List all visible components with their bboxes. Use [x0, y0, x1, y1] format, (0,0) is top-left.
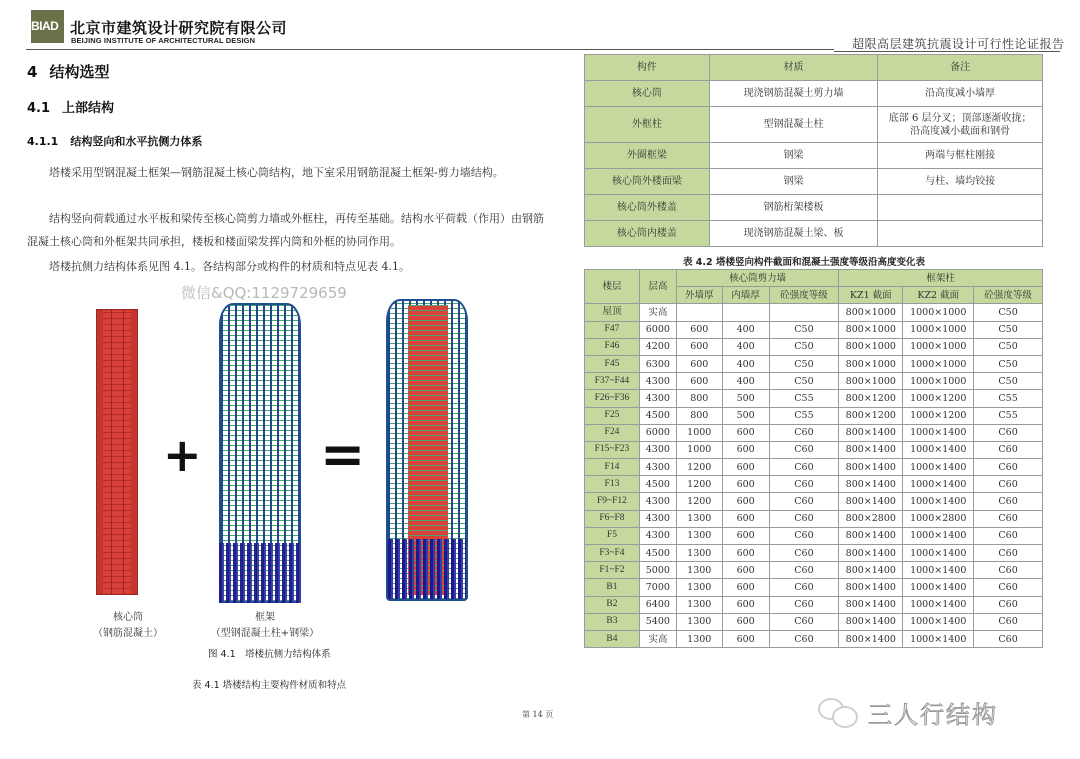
table-cell: 实高	[639, 630, 676, 647]
table-cell: 800×1400	[839, 630, 903, 647]
floor-cell: F45	[585, 355, 640, 372]
table-row	[585, 562, 1043, 579]
table-cell: C50	[769, 373, 839, 390]
table-cell: 1300	[676, 562, 722, 579]
table-cell: 800×1000	[839, 355, 903, 372]
table-cell: 6000	[639, 424, 676, 441]
table-cell: C60	[974, 562, 1043, 579]
table-cell: 600	[722, 441, 769, 458]
body-paragraph: 结构竖向荷载通过水平板和梁传至核心筒剪力墙或外框柱，再传至基础。结构水平荷载（作用）由钢筋混凝土核心筒和外框架共同承担，楼板和楼面梁发挥内筒和外框的协同作用。	[27, 212, 544, 248]
floor-cell: F15~F23	[585, 441, 640, 458]
table-cell: 1000×1400	[903, 476, 974, 493]
floor-cell: 屋顶	[585, 304, 640, 321]
table-cell: 1000×1000	[903, 321, 974, 338]
frame-label	[205, 610, 325, 642]
floor-cell: F47	[585, 321, 640, 338]
table-cell: 型钢混凝土柱	[709, 107, 878, 143]
table-cell: 4300	[639, 441, 676, 458]
table-cell: 600	[722, 459, 769, 476]
table-cell: C60	[769, 527, 839, 544]
table-row	[585, 407, 1043, 424]
heading-text: 结构选型	[49, 63, 110, 81]
table-cell: 1000×1400	[903, 493, 974, 510]
table-cell: 800×1000	[839, 338, 903, 355]
table-cell: 1000×1200	[903, 390, 974, 407]
table-cell: C50	[769, 321, 839, 338]
table-cell: 4300	[639, 390, 676, 407]
table-cell: 4500	[639, 545, 676, 562]
table-cell: 1000×2800	[903, 510, 974, 527]
table-cell: C60	[769, 476, 839, 493]
table-4-2-body	[585, 304, 1043, 648]
table-cell: C60	[769, 545, 839, 562]
table-cell: C55	[974, 390, 1043, 407]
table-cell: 现浇钢筋混凝土梁、板	[709, 221, 878, 247]
table-row	[585, 373, 1043, 390]
report-title: 超限高层建筑抗震设计可行性论证报告	[852, 37, 1065, 51]
table-row	[585, 338, 1043, 355]
heading-number: 4.1.1	[27, 135, 59, 148]
table-cell: C60	[974, 493, 1043, 510]
table-row	[585, 143, 1043, 169]
column-header-height: 层高	[639, 270, 676, 304]
table-cell: C50	[974, 304, 1043, 321]
section-heading-4-1	[27, 97, 114, 116]
table-cell: 600	[722, 562, 769, 579]
table-cell: 1200	[676, 476, 722, 493]
table-row	[585, 424, 1043, 441]
column-group-core-wall: 核心筒剪力墙	[676, 270, 839, 287]
table-cell: 5000	[639, 562, 676, 579]
contact-watermark: 微信&QQ:1129729659	[181, 284, 347, 302]
table-cell: 1000×1000	[903, 355, 974, 372]
table-cell: C60	[769, 613, 839, 630]
table-cell: 800×1400	[839, 441, 903, 458]
heading-text: 上部结构	[62, 101, 115, 116]
table-cell: 1000×1000	[903, 304, 974, 321]
floor-cell: B1	[585, 579, 640, 596]
table-cell: C50	[974, 321, 1043, 338]
table-cell: 1000×1400	[903, 545, 974, 562]
table-cell: C50	[769, 338, 839, 355]
table-cell: C50	[974, 355, 1043, 372]
floor-cell: F9~F12	[585, 493, 640, 510]
table-row	[585, 390, 1043, 407]
row-header-cell: 核心筒外楼面梁	[585, 169, 710, 195]
table-4-2-caption: 表 4.2 塔楼竖向构件截面和混凝土强度等级沿高度变化表	[683, 257, 925, 268]
row-header-cell: 核心筒内楼盖	[585, 221, 710, 247]
table-cell: C60	[769, 562, 839, 579]
table-cell: C60	[769, 630, 839, 647]
floor-cell: F3~F4	[585, 545, 640, 562]
table-cell: 800×1200	[839, 407, 903, 424]
column-header: KZ2 截面	[903, 287, 974, 304]
table-cell	[769, 304, 839, 321]
equals-symbol: =	[320, 423, 366, 486]
column-header: KZ1 截面	[839, 287, 903, 304]
table-row	[585, 596, 1043, 613]
table-cell: 800×1400	[839, 424, 903, 441]
table-cell: C55	[769, 407, 839, 424]
column-group-frame-column: 框架柱	[839, 270, 1043, 287]
table-cell: 实高	[639, 304, 676, 321]
table-cell: 800×1000	[839, 321, 903, 338]
company-name-cn: 北京市建筑设计研究院有限公司	[70, 19, 288, 37]
column-header: 外墙厚	[676, 287, 722, 304]
floor-cell: F14	[585, 459, 640, 476]
table-cell: 800×1200	[839, 390, 903, 407]
row-header-cell: 核心筒外楼盖	[585, 195, 710, 221]
table-cell: 4300	[639, 527, 676, 544]
table-cell	[676, 304, 722, 321]
combined-base-columns	[388, 539, 466, 599]
table-cell: C50	[769, 355, 839, 372]
table-cell: 沿高度减小墙厚	[878, 81, 1043, 107]
table-cell: 1000×1000	[903, 338, 974, 355]
floor-cell: B3	[585, 613, 640, 630]
table-row	[585, 107, 1043, 143]
figure-caption: 图 4.1 塔楼抗侧力结构体系	[208, 649, 331, 660]
table-cell: 1300	[676, 596, 722, 613]
table-row	[585, 459, 1043, 476]
section-heading-4	[27, 61, 109, 82]
table-cell: C60	[974, 579, 1043, 596]
table-cell: 钢梁	[709, 169, 878, 195]
table-row	[585, 510, 1043, 527]
table-cell: C60	[974, 527, 1043, 544]
table-cell: 600	[676, 355, 722, 372]
table-cell: 800×1400	[839, 579, 903, 596]
table-row	[585, 321, 1043, 338]
core-tube-label-title: 核心筒	[113, 612, 143, 623]
heading-number: 4.1	[27, 101, 51, 116]
table-cell: C50	[974, 373, 1043, 390]
table-4-1	[584, 54, 1043, 247]
heading-number: 4	[27, 63, 38, 81]
company-name-en: BEIJING INSTITUTE OF ARCHITECTURAL DESIGN	[71, 36, 256, 45]
table-cell: 800×1000	[839, 304, 903, 321]
row-header-cell: 外框柱	[585, 107, 710, 143]
table-row	[585, 169, 1043, 195]
table-cell: 现浇钢筋混凝土剪力墙	[709, 81, 878, 107]
column-header: 构件	[585, 55, 710, 81]
floor-cell: F6~F8	[585, 510, 640, 527]
table-row	[585, 527, 1043, 544]
table-cell: C50	[974, 338, 1043, 355]
core-tube-label-material: （钢筋混凝土）	[93, 628, 163, 639]
table-row	[585, 304, 1043, 321]
table-row	[585, 355, 1043, 372]
table-cell: C60	[769, 579, 839, 596]
table-row	[585, 81, 1043, 107]
table-cell: 600	[722, 596, 769, 613]
table-cell: 800×1400	[839, 596, 903, 613]
table-row	[585, 493, 1043, 510]
floor-cell: B4	[585, 630, 640, 647]
table-cell: 1000×1400	[903, 527, 974, 544]
table-cell: C60	[769, 596, 839, 613]
table-cell: C60	[974, 613, 1043, 630]
floor-cell: F24	[585, 424, 640, 441]
column-header: 材质	[709, 55, 878, 81]
table-cell: 4300	[639, 459, 676, 476]
table-cell: 600	[676, 373, 722, 390]
table-cell: C60	[974, 545, 1043, 562]
table-4-2	[584, 269, 1043, 648]
table-cell: 与柱、墙均铰接	[878, 169, 1043, 195]
table-cell	[722, 304, 769, 321]
table-cell: 1000×1400	[903, 596, 974, 613]
table-cell: C60	[974, 596, 1043, 613]
table-cell: 600	[722, 613, 769, 630]
row-header-cell: 核心筒	[585, 81, 710, 107]
table-cell: 1000×1400	[903, 613, 974, 630]
table-cell: 800×1400	[839, 476, 903, 493]
table-cell: 600	[676, 338, 722, 355]
table-cell: 800×1400	[839, 459, 903, 476]
table-cell: C55	[974, 407, 1043, 424]
table-cell: 1200	[676, 459, 722, 476]
table-cell: 800×2800	[839, 510, 903, 527]
body-paragraph: 塔楼采用型钢混凝土框架—钢筋混凝土核心筒结构，地下室采用钢筋混凝土框架-剪力墙结构。	[49, 166, 504, 179]
table-row	[585, 630, 1043, 647]
table-4-1-caption: 表 4.1 塔楼结构主要构件材质和特点	[192, 680, 347, 691]
table-cell: 7000	[639, 579, 676, 596]
frame-model-image	[219, 303, 301, 603]
table-cell: 400	[722, 321, 769, 338]
column-header: 砼强度等级	[769, 287, 839, 304]
table-cell: 1300	[676, 579, 722, 596]
table-cell: 400	[722, 373, 769, 390]
frame-label-material: （型钢混凝土柱+钢梁）	[210, 628, 320, 639]
floor-cell: F25	[585, 407, 640, 424]
table-cell: 600	[722, 476, 769, 493]
table-cell: 1000×1400	[903, 562, 974, 579]
floor-cell: F37~F44	[585, 373, 640, 390]
biad-logo: BIAD	[31, 10, 64, 43]
table-cell: 1000	[676, 424, 722, 441]
table-cell: 4300	[639, 510, 676, 527]
table-cell: 600	[676, 321, 722, 338]
table-cell: 1000	[676, 441, 722, 458]
table-cell: C60	[769, 510, 839, 527]
table-cell: 400	[722, 338, 769, 355]
table-cell: 400	[722, 355, 769, 372]
column-header: 备注	[878, 55, 1043, 81]
table-cell: 钢筋桁架楼板	[709, 195, 878, 221]
table-cell: 1000×1400	[903, 441, 974, 458]
table-cell: C60	[974, 441, 1043, 458]
table-cell: 6400	[639, 596, 676, 613]
plus-symbol: +	[163, 428, 202, 482]
table-cell: 600	[722, 510, 769, 527]
column-header: 内墙厚	[722, 287, 769, 304]
floor-cell: F26~F36	[585, 390, 640, 407]
core-tube-model-image	[96, 309, 138, 595]
table-cell: 4300	[639, 493, 676, 510]
table-cell: 600	[722, 493, 769, 510]
page-number: 第 14 页	[522, 710, 554, 719]
table-cell: C60	[769, 459, 839, 476]
table-row	[585, 545, 1043, 562]
table-cell: 800	[676, 407, 722, 424]
table-cell: 600	[722, 579, 769, 596]
table-row	[585, 476, 1043, 493]
table-cell: 1000×1000	[903, 373, 974, 390]
wechat-icon	[816, 696, 862, 730]
table-header-row	[585, 270, 1043, 287]
floor-cell: F1~F2	[585, 562, 640, 579]
table-cell: 6300	[639, 355, 676, 372]
table-cell: 800×1000	[839, 373, 903, 390]
table-cell: 600	[722, 424, 769, 441]
table-cell: 800	[676, 390, 722, 407]
table-cell: 1000×1400	[903, 424, 974, 441]
table-cell: 800×1400	[839, 527, 903, 544]
wechat-account-name: 三人行结构	[868, 701, 998, 729]
table-cell: 1200	[676, 493, 722, 510]
floor-cell: F13	[585, 476, 640, 493]
table-cell: 500	[722, 390, 769, 407]
body-paragraph: 塔楼抗侧力结构体系见图 4.1。各结构部分或构件的材质和特点见表 4.1。	[49, 260, 410, 273]
table-row	[585, 441, 1043, 458]
table-cell: 5400	[639, 613, 676, 630]
table-cell: 1300	[676, 527, 722, 544]
section-heading-4-1-1	[27, 133, 202, 149]
core-tube-label	[78, 610, 178, 642]
table-cell: 4500	[639, 407, 676, 424]
table-cell: C60	[769, 493, 839, 510]
column-header: 砼强度等级	[974, 287, 1043, 304]
table-cell: 1000×1200	[903, 407, 974, 424]
table-cell: C60	[974, 424, 1043, 441]
heading-text: 结构竖向和水平抗侧力体系	[70, 135, 203, 148]
table-cell: 4200	[639, 338, 676, 355]
table-row	[585, 195, 1043, 221]
table-cell: C60	[974, 630, 1043, 647]
table-cell	[878, 221, 1043, 247]
table-cell: 600	[722, 545, 769, 562]
frame-label-title: 框架	[255, 612, 275, 623]
table-cell: C55	[769, 390, 839, 407]
row-header-cell: 外圈框梁	[585, 143, 710, 169]
table-cell: 4500	[639, 476, 676, 493]
table-cell: C60	[769, 441, 839, 458]
table-cell: 600	[722, 630, 769, 647]
table-cell: 800×1400	[839, 562, 903, 579]
table-cell: C60	[769, 424, 839, 441]
table-cell: C60	[974, 476, 1043, 493]
floor-cell: F5	[585, 527, 640, 544]
table-cell: C60	[974, 510, 1043, 527]
wechat-watermark	[816, 695, 998, 730]
table-cell: 1000×1400	[903, 630, 974, 647]
floor-cell: B2	[585, 596, 640, 613]
table-cell: 1000×1400	[903, 459, 974, 476]
table-cell: 1300	[676, 613, 722, 630]
floor-cell: F46	[585, 338, 640, 355]
table-cell: 800×1400	[839, 545, 903, 562]
table-row	[585, 579, 1043, 596]
table-cell: 1300	[676, 630, 722, 647]
column-header-floor: 楼层	[585, 270, 640, 304]
table-cell	[878, 195, 1043, 221]
table-cell: 底部 6 层分叉；顶部逐渐收拢；沿高度减小截面和钢骨	[878, 107, 1043, 143]
table-cell: 800×1400	[839, 613, 903, 630]
combined-structure-model-image	[386, 299, 468, 601]
table-cell: 两端与框柱刚接	[878, 143, 1043, 169]
header-divider-left	[26, 49, 834, 50]
table-cell: 500	[722, 407, 769, 424]
table-cell: 钢梁	[709, 143, 878, 169]
table-row	[585, 221, 1043, 247]
table-cell: 600	[722, 527, 769, 544]
table-row	[585, 613, 1043, 630]
table-cell: 4300	[639, 373, 676, 390]
table-cell: 6000	[639, 321, 676, 338]
table-cell: 1300	[676, 510, 722, 527]
table-cell: 1300	[676, 545, 722, 562]
table-header-row	[585, 55, 1043, 81]
table-cell: 1000×1400	[903, 579, 974, 596]
table-cell: 800×1400	[839, 493, 903, 510]
table-cell: C60	[974, 459, 1043, 476]
